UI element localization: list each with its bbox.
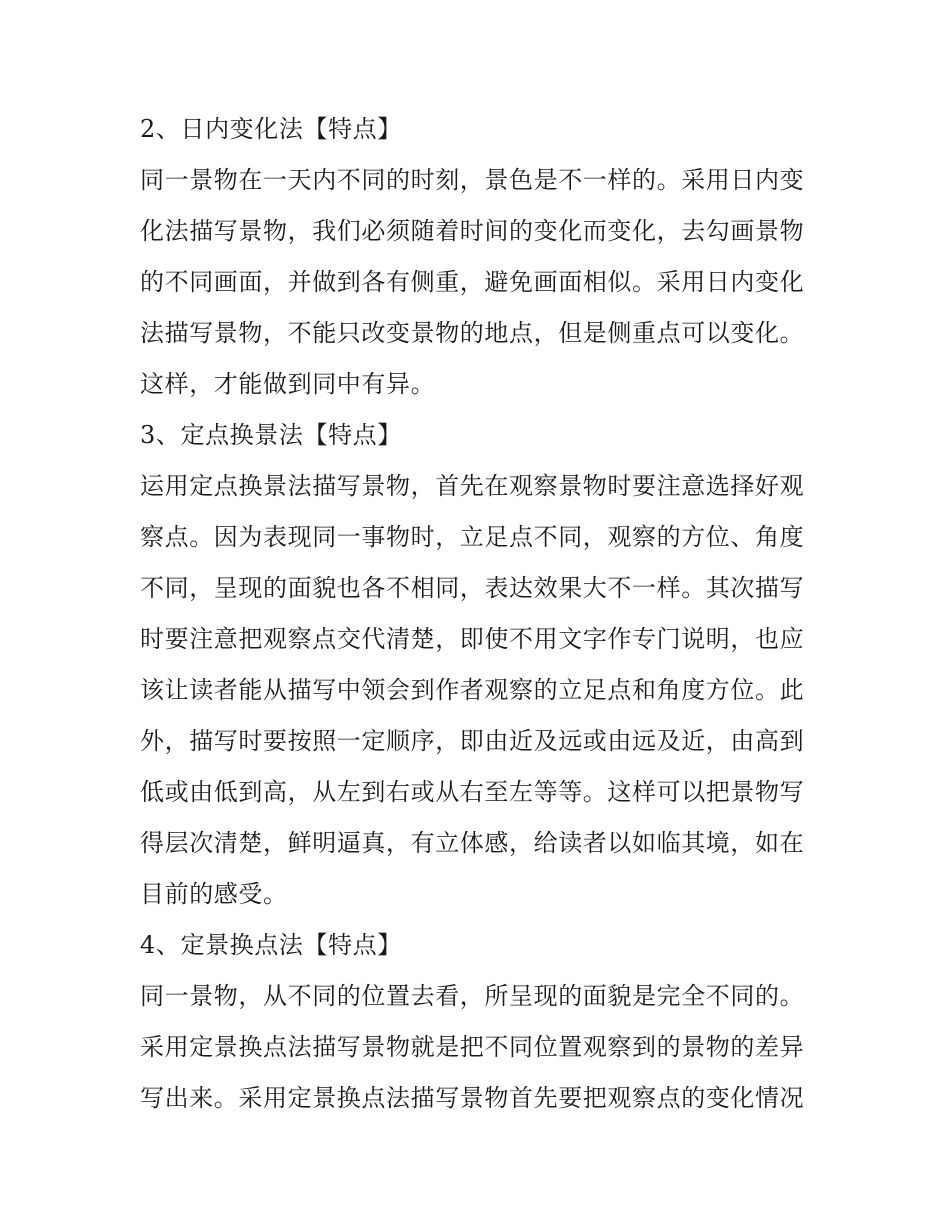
section-heading-4: 4、定景换点法【特点】	[140, 931, 402, 959]
paragraph-line: 该让读者能从描写中领会到作者观察的立足点和角度方位。此	[140, 676, 805, 704]
paragraph-line: 法描写景物，不能只改变景物的地点，但是侧重点可以变化。	[140, 319, 805, 347]
paragraph-line: 目前的感受。	[140, 880, 288, 908]
paragraph-line: 察点。因为表现同一事物时，立足点不同，观察的方位、角度	[140, 523, 805, 551]
paragraph-line: 时要注意把观察点交代清楚，即使不用文字作专门说明，也应	[140, 625, 805, 653]
section-heading-3: 3、定点换景法【特点】	[140, 421, 402, 449]
paragraph-line: 写出来。采用定景换点法描写景物首先要把观察点的变化情况	[140, 1084, 805, 1112]
paragraph-line: 这样，才能做到同中有异。	[140, 370, 436, 398]
document-body	[140, 104, 812, 1124]
paragraph-line: 同一景物，从不同的位置去看，所呈现的面貌是完全不同的。	[140, 982, 805, 1010]
paragraph-line: 外，描写时要按照一定顺序，即由近及远或由远及近，由高到	[140, 727, 805, 755]
paragraph-line: 得层次清楚，鲜明逼真，有立体感，给读者以如临其境，如在	[140, 829, 805, 857]
paragraph-line: 同一景物在一天内不同的时刻，景色是不一样的。采用日内变	[140, 166, 805, 194]
section-heading-2: 2、日内变化法【特点】	[140, 115, 402, 143]
paragraph-line: 运用定点换景法描写景物，首先在观察景物时要注意选择好观	[140, 472, 805, 500]
paragraph-line: 化法描写景物，我们必须随着时间的变化而变化，去勾画景物	[140, 217, 805, 245]
paragraph-line: 的不同画面，并做到各有侧重，避免画面相似。采用日内变化	[140, 268, 805, 296]
paragraph-line: 采用定景换点法描写景物就是把不同位置观察到的景物的差异	[140, 1033, 805, 1061]
paragraph-line: 不同，呈现的面貌也各不相同，表达效果大不一样。其次描写	[140, 574, 805, 602]
paragraph-line: 低或由低到高，从左到右或从右至左等等。这样可以把景物写	[140, 778, 805, 806]
